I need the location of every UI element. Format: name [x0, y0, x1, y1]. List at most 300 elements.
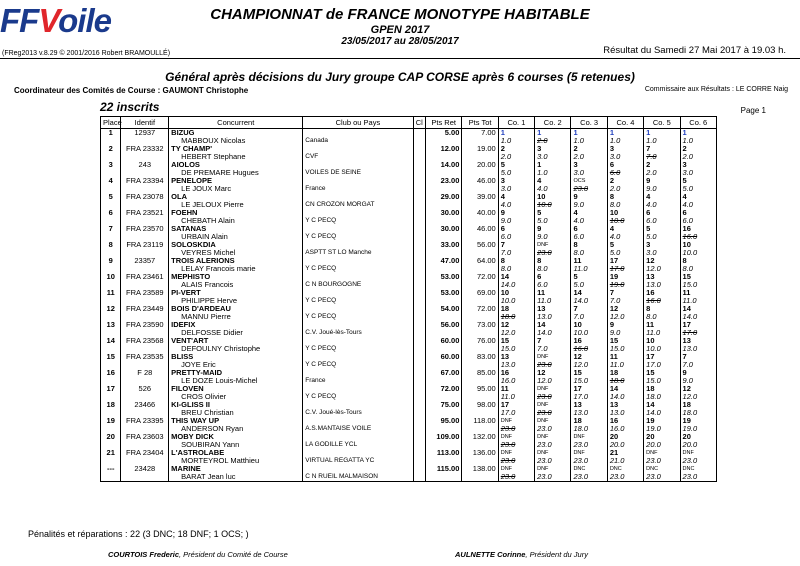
retained-points-cell	[426, 345, 462, 353]
club-cell: C.V. Joué-lès-Tours	[303, 329, 413, 337]
place-cell: 11	[101, 289, 121, 297]
retained-points-cell	[426, 377, 462, 385]
race-rank-cell: 2	[498, 145, 534, 153]
race-points-cell: 9.0	[644, 185, 680, 193]
boat-name-cell: OLA	[169, 193, 303, 201]
race-points-cell: 1.0	[644, 137, 680, 145]
race-rank-cell: 4	[571, 209, 607, 217]
total-points-cell	[462, 457, 498, 465]
boat-name-cell: PRETTY-MAID	[169, 369, 303, 377]
table-row-points	[101, 217, 717, 225]
race-rank-cell: DNC	[644, 465, 680, 473]
race-points-cell: 12.0	[607, 313, 643, 321]
boat-name-cell: PENELOPE	[169, 177, 303, 185]
class-cell	[413, 441, 426, 449]
race-rank-cell: 3	[535, 145, 571, 153]
race-points-cell: 18.0	[498, 313, 534, 321]
race-points-cell: 12.0	[644, 265, 680, 273]
race-rank-cell: 11	[644, 321, 680, 329]
race-points-cell: 7.0	[644, 153, 680, 161]
total-points-cell	[462, 201, 498, 209]
race-rank-cell: 15	[498, 337, 534, 345]
table-row-points	[101, 137, 717, 145]
table-row	[101, 177, 717, 185]
total-points-cell: 136.00	[462, 449, 498, 457]
place-cell: 10	[101, 273, 121, 281]
race-rank-cell: 12	[535, 369, 571, 377]
class-cell	[413, 257, 426, 265]
race-rank-cell: 6	[498, 225, 534, 233]
table-row	[101, 417, 717, 425]
race-points-cell: 12.0	[680, 393, 716, 401]
race-points-cell: 23.0	[607, 473, 643, 482]
class-cell	[413, 345, 426, 353]
race-rank-cell: 1	[644, 129, 680, 138]
club-cell: Y C PECQ	[303, 393, 413, 401]
place-cell	[101, 281, 121, 289]
class-cell	[413, 449, 426, 457]
class-cell	[413, 217, 426, 225]
skipper-cell: CHEBATH Alain	[169, 217, 303, 225]
club-cell	[303, 209, 413, 217]
race-rank-cell: 17	[571, 385, 607, 393]
sail-number-cell: FRA 23535	[121, 353, 169, 361]
column-header: Co. 5	[644, 117, 680, 129]
race-points-cell: 18.0	[680, 409, 716, 417]
race-points-cell: 23.0	[571, 473, 607, 482]
race-rank-cell: 19	[644, 417, 680, 425]
race-rank-cell: DNF	[498, 417, 534, 425]
race-rank-cell: 15	[680, 273, 716, 281]
table-row	[101, 465, 717, 473]
race-points-cell: 23.0	[535, 473, 571, 482]
results-table	[100, 116, 717, 482]
table-row	[101, 385, 717, 393]
club-cell	[303, 353, 413, 361]
skipper-cell: LE DOZE Louis-Michel	[169, 377, 303, 385]
retained-points-cell: 109.00	[426, 433, 462, 441]
race-rank-cell: 3	[571, 161, 607, 169]
table-row	[101, 449, 717, 457]
race-points-cell: 10.0	[607, 217, 643, 225]
result-date: Résultat du Samedi 27 Mai 2017 à 19.03 h.	[603, 45, 786, 56]
total-points-cell: 40.00	[462, 209, 498, 217]
race-points-cell: 15.0	[498, 345, 534, 353]
club-cell: Y C PECQ	[303, 265, 413, 273]
total-points-cell: 85.00	[462, 369, 498, 377]
place-cell	[101, 473, 121, 482]
race-rank-cell: 12	[571, 353, 607, 361]
club-cell	[303, 225, 413, 233]
race-rank-cell: 3	[680, 161, 716, 169]
race-points-cell: 13.0	[680, 345, 716, 353]
total-points-cell: 95.00	[462, 385, 498, 393]
race-points-cell: 3.0	[607, 153, 643, 161]
sail-number-cell	[121, 329, 169, 337]
club-cell: France	[303, 185, 413, 193]
sail-number-cell	[121, 297, 169, 305]
boat-name-cell: TROIS ALERIONS	[169, 257, 303, 265]
club-cell	[303, 241, 413, 249]
class-cell	[413, 337, 426, 345]
class-cell	[413, 233, 426, 241]
skipper-cell: LELAY Francois marie	[169, 265, 303, 273]
boat-name-cell: FOEHN	[169, 209, 303, 217]
race-rank-cell: DNF	[535, 401, 571, 409]
race-rank-cell: 19	[680, 417, 716, 425]
sail-number-cell	[121, 473, 169, 482]
race-points-cell: 18.0	[607, 377, 643, 385]
race-rank-cell: 7	[607, 289, 643, 297]
sail-number-cell	[121, 137, 169, 145]
table-row	[101, 209, 717, 217]
race-points-cell: 9.0	[498, 217, 534, 225]
total-points-cell	[462, 345, 498, 353]
race-points-cell: 19.0	[680, 425, 716, 433]
club-cell: CVF	[303, 153, 413, 161]
place-cell: 12	[101, 305, 121, 313]
race-points-cell: 7.0	[571, 313, 607, 321]
race-rank-cell: DNC	[571, 465, 607, 473]
race-rank-cell: 12	[498, 321, 534, 329]
race-points-cell: 9.0	[680, 377, 716, 385]
sail-number-cell: FRA 23590	[121, 321, 169, 329]
total-points-cell	[462, 473, 498, 482]
championship-title: CHAMPIONNAT de FRANCE MONOTYPE HABITABLE	[210, 6, 590, 23]
sail-number-cell	[121, 201, 169, 209]
race-rank-cell: 5	[535, 209, 571, 217]
retained-points-cell	[426, 329, 462, 337]
race-rank-cell: 9	[498, 209, 534, 217]
boat-name-cell: BOIS D'ARDEAU	[169, 305, 303, 313]
race-rank-cell: 11	[607, 353, 643, 361]
race-points-cell: 6.0	[607, 169, 643, 177]
race-points-cell: 21.0	[607, 457, 643, 465]
race-points-cell: 1.0	[607, 137, 643, 145]
class-cell	[413, 433, 426, 441]
race-points-cell: 19.0	[644, 425, 680, 433]
club-cell: France	[303, 377, 413, 385]
skipper-cell: DELFOSSE Didier	[169, 329, 303, 337]
boat-name-cell: TY CHAMP'	[169, 145, 303, 153]
sail-number-cell	[121, 345, 169, 353]
race-points-cell: 6.0	[535, 281, 571, 289]
race-rank-cell: 4	[644, 193, 680, 201]
race-points-cell: 16.0	[644, 297, 680, 305]
race-rank-cell: 12	[607, 305, 643, 313]
club-cell	[303, 401, 413, 409]
place-cell: 18	[101, 401, 121, 409]
race-rank-cell: 11	[498, 385, 534, 393]
race-rank-cell: 2	[607, 177, 643, 185]
sail-number-cell: FRA 23570	[121, 225, 169, 233]
race-rank-cell: 9	[607, 321, 643, 329]
skipper-cell: LE JOUX Marc	[169, 185, 303, 193]
race-points-cell: 23.0	[535, 441, 571, 449]
club-cell: VOILES DE SEINE	[303, 169, 413, 177]
total-points-cell	[462, 217, 498, 225]
total-points-cell: 98.00	[462, 401, 498, 409]
race-rank-cell: 2	[680, 145, 716, 153]
race-points-cell: 11.0	[571, 265, 607, 273]
race-rank-cell: 14	[607, 385, 643, 393]
class-cell	[413, 385, 426, 393]
class-cell	[413, 193, 426, 201]
race-points-cell: 15.0	[680, 281, 716, 289]
race-rank-cell: 16	[644, 289, 680, 297]
club-cell: CN CROZON MORGAT	[303, 201, 413, 209]
race-points-cell: 11.0	[680, 297, 716, 305]
place-cell	[101, 153, 121, 161]
race-rank-cell: 18	[680, 401, 716, 409]
race-points-cell: 14.0	[644, 409, 680, 417]
race-rank-cell: 20	[680, 433, 716, 441]
race-points-cell: 12.0	[535, 377, 571, 385]
place-cell	[101, 217, 121, 225]
total-points-cell	[462, 297, 498, 305]
race-rank-cell: 15	[607, 337, 643, 345]
race-rank-cell: 6	[571, 225, 607, 233]
race-rank-cell: 20	[644, 433, 680, 441]
race-points-cell: 16.0	[607, 425, 643, 433]
sail-number-cell: 23428	[121, 465, 169, 473]
skipper-cell: DEFOULNY Christophe	[169, 345, 303, 353]
retained-points-cell: 47.00	[426, 257, 462, 265]
column-header: Co. 1	[498, 117, 534, 129]
race-points-cell: 14.0	[535, 329, 571, 337]
class-cell	[413, 145, 426, 153]
sail-number-cell: 23357	[121, 257, 169, 265]
race-rank-cell: DNF	[644, 449, 680, 457]
retained-points-cell: 12.00	[426, 145, 462, 153]
sail-number-cell: FRA 23449	[121, 305, 169, 313]
class-cell	[413, 177, 426, 185]
retained-points-cell	[426, 281, 462, 289]
race-rank-cell: 10	[607, 209, 643, 217]
place-cell: 8	[101, 241, 121, 249]
race-points-cell: 23.0	[535, 249, 571, 257]
race-rank-cell: DNF	[535, 449, 571, 457]
table-row	[101, 337, 717, 345]
jury-signature	[455, 550, 588, 559]
race-rank-cell: 16	[498, 369, 534, 377]
table-row-points	[101, 201, 717, 209]
race-points-cell: 23.0	[535, 361, 571, 369]
race-rank-cell: 10	[680, 241, 716, 249]
race-points-cell: 23.0	[498, 425, 534, 433]
race-rank-cell: DNF	[571, 433, 607, 441]
skipper-cell: URBAIN Alain	[169, 233, 303, 241]
race-points-cell: 23.0	[680, 457, 716, 465]
table-row-points	[101, 345, 717, 353]
table-row	[101, 161, 717, 169]
race-points-cell: 10.0	[644, 345, 680, 353]
race-rank-cell: 9	[644, 177, 680, 185]
club-cell: A.S.MANTAISE VOILE	[303, 425, 413, 433]
class-cell	[413, 417, 426, 425]
race-points-cell: 8.0	[571, 249, 607, 257]
race-points-cell: 11.0	[644, 329, 680, 337]
race-points-cell: 10.0	[680, 249, 716, 257]
column-header: Place	[101, 117, 121, 129]
race-rank-cell: 3	[498, 177, 534, 185]
club-cell	[303, 257, 413, 265]
race-rank-cell: 10	[644, 337, 680, 345]
race-rank-cell: 13	[498, 353, 534, 361]
table-row	[101, 129, 717, 138]
sail-number-cell	[121, 457, 169, 465]
race-rank-cell: 13	[644, 273, 680, 281]
race-rank-cell: 5	[498, 161, 534, 169]
race-points-cell: 20.0	[644, 441, 680, 449]
retained-points-cell: 95.00	[426, 417, 462, 425]
total-points-cell: 19.00	[462, 145, 498, 153]
retained-points-cell: 14.00	[426, 161, 462, 169]
race-committee-president: COURTOIS Frederic	[108, 550, 179, 559]
club-cell	[303, 305, 413, 313]
total-points-cell: 20.00	[462, 161, 498, 169]
skipper-cell: DE PREMARE Hugues	[169, 169, 303, 177]
place-cell	[101, 361, 121, 369]
table-row	[101, 289, 717, 297]
table-row-points	[101, 249, 717, 257]
table-row-points	[101, 361, 717, 369]
table-row	[101, 401, 717, 409]
race-points-cell: 14.0	[607, 393, 643, 401]
class-cell	[413, 185, 426, 193]
total-points-cell	[462, 169, 498, 177]
table-row	[101, 321, 717, 329]
race-rank-cell: 5	[644, 225, 680, 233]
race-points-cell: 2.0	[571, 153, 607, 161]
race-rank-cell: 9	[571, 193, 607, 201]
club-cell: Y C PECQ	[303, 233, 413, 241]
table-row	[101, 257, 717, 265]
sail-number-cell: FRA 23404	[121, 449, 169, 457]
boat-name-cell: IDEFIX	[169, 321, 303, 329]
race-rank-cell: 5	[571, 273, 607, 281]
retained-points-cell	[426, 185, 462, 193]
race-points-cell: 23.0	[571, 441, 607, 449]
race-points-cell: 12.0	[571, 361, 607, 369]
race-rank-cell: 1	[571, 129, 607, 138]
boat-name-cell: BLISS	[169, 353, 303, 361]
race-rank-cell: 1	[607, 129, 643, 138]
total-points-cell: 83.00	[462, 353, 498, 361]
boat-name-cell: THIS WAY UP	[169, 417, 303, 425]
total-points-cell: 132.00	[462, 433, 498, 441]
race-rank-cell: 12	[680, 385, 716, 393]
race-points-cell: 8.0	[535, 265, 571, 273]
penalties-summary: Pénalités et réparations : 22 (3 DNC; 18 DNF; 1 OCS; )	[28, 529, 249, 539]
race-rank-cell: 11	[571, 257, 607, 265]
total-points-cell: 72.00	[462, 305, 498, 313]
place-cell: 1	[101, 129, 121, 138]
boat-name-cell: MEPHISTO	[169, 273, 303, 281]
place-cell	[101, 425, 121, 433]
race-rank-cell: 5	[680, 177, 716, 185]
club-cell: Y C PECQ	[303, 345, 413, 353]
jury-president: AULNETTE Corinne	[455, 550, 526, 559]
race-rank-cell: 16	[680, 225, 716, 233]
table-row-points	[101, 265, 717, 273]
place-cell: 13	[101, 321, 121, 329]
race-points-cell: 19.0	[607, 281, 643, 289]
race-points-cell: 20.0	[680, 441, 716, 449]
table-row	[101, 353, 717, 361]
total-points-cell	[462, 233, 498, 241]
race-rank-cell: 8	[644, 305, 680, 313]
race-points-cell: 10.0	[571, 329, 607, 337]
skipper-cell: BARAT Jean luc	[169, 473, 303, 482]
total-points-cell: 69.00	[462, 289, 498, 297]
skipper-cell: MORTEYROL Matthieu	[169, 457, 303, 465]
race-points-cell: 5.0	[644, 233, 680, 241]
club-cell	[303, 337, 413, 345]
place-cell: 6	[101, 209, 121, 217]
race-points-cell: 5.0	[571, 281, 607, 289]
race-rank-cell: DNF	[535, 385, 571, 393]
race-points-cell: 3.0	[498, 185, 534, 193]
race-points-cell: 1.0	[680, 137, 716, 145]
race-rank-cell: 7	[571, 305, 607, 313]
club-cell: Y C PECQ	[303, 313, 413, 321]
place-cell: 3	[101, 161, 121, 169]
class-cell	[413, 161, 426, 169]
sail-number-cell: FRA 23395	[121, 417, 169, 425]
class-cell	[413, 169, 426, 177]
place-cell	[101, 457, 121, 465]
total-points-cell	[462, 377, 498, 385]
total-points-cell: 73.00	[462, 321, 498, 329]
race-points-cell: 8.0	[498, 265, 534, 273]
race-points-cell: 15.0	[571, 377, 607, 385]
retained-points-cell: 60.00	[426, 337, 462, 345]
race-points-cell: 9.0	[535, 233, 571, 241]
class-cell	[413, 401, 426, 409]
table-row-points	[101, 409, 717, 417]
race-points-cell: 18.0	[571, 425, 607, 433]
retained-points-cell	[426, 233, 462, 241]
retained-points-cell: 30.00	[426, 225, 462, 233]
club-cell: Y C PECQ	[303, 297, 413, 305]
race-points-cell: 11.0	[535, 297, 571, 305]
sail-number-cell: 23466	[121, 401, 169, 409]
race-points-cell: 4.0	[571, 217, 607, 225]
race-rank-cell: 11	[535, 289, 571, 297]
race-points-cell: 23.0	[644, 457, 680, 465]
race-points-cell: 2.0	[607, 185, 643, 193]
total-points-cell	[462, 425, 498, 433]
race-rank-cell: 13	[607, 401, 643, 409]
race-rank-cell: 11	[680, 289, 716, 297]
place-cell: 15	[101, 353, 121, 361]
place-cell: 14	[101, 337, 121, 345]
sail-number-cell	[121, 377, 169, 385]
race-points-cell: 13.0	[571, 409, 607, 417]
class-cell	[413, 265, 426, 273]
place-cell	[101, 409, 121, 417]
race-points-cell: 1.0	[498, 137, 534, 145]
results-subtitle: Général après décisions du Jury groupe CAP CORSE après 6 courses (5 retenues)	[165, 70, 635, 84]
race-rank-cell: 8	[498, 257, 534, 265]
retained-points-cell	[426, 457, 462, 465]
total-points-cell: 76.00	[462, 337, 498, 345]
race-rank-cell: DNC	[680, 465, 716, 473]
club-cell: Y C PECQ	[303, 217, 413, 225]
class-cell	[413, 241, 426, 249]
place-cell	[101, 185, 121, 193]
